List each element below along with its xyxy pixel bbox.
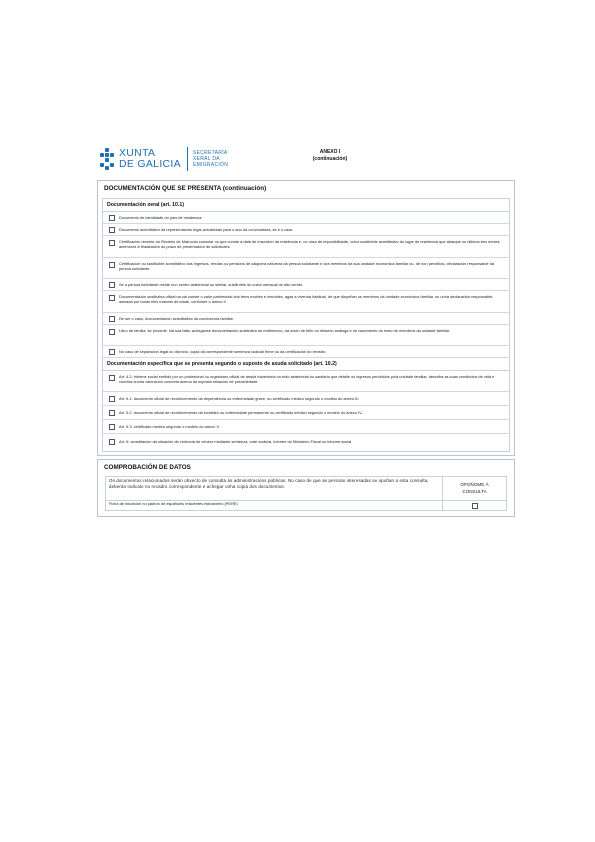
doc-row bbox=[103, 279, 509, 291]
doc-checkbox[interactable] bbox=[109, 349, 115, 355]
oppose-line-2: CONSULTA bbox=[462, 489, 487, 494]
department-name bbox=[193, 150, 228, 168]
data-verification-section bbox=[97, 459, 515, 517]
doc-row bbox=[103, 212, 509, 224]
doc-checkbox[interactable] bbox=[109, 227, 115, 233]
doc-row bbox=[103, 313, 509, 325]
xunta-logo bbox=[100, 147, 228, 171]
documentation-section bbox=[97, 180, 515, 456]
doc-label: Documento de identidade do país de residencia. bbox=[119, 215, 203, 220]
dept-line-2: XERAL DA bbox=[192, 156, 220, 162]
logo-line-2: DE GALICIA bbox=[119, 158, 181, 170]
doc-checkbox[interactable] bbox=[109, 316, 115, 322]
logo-name bbox=[119, 148, 181, 170]
logo-divider bbox=[187, 147, 188, 171]
logo-line-1: XUNTA bbox=[119, 147, 156, 159]
dept-line-1: SECRETARÍA bbox=[192, 150, 228, 156]
doc-label: Art. 5.2: documento oficial de recoñecemento da invalidez ou enfermidade permanente ou certificado médico segundo o modelo do anexo IV. bbox=[119, 410, 363, 415]
doc-row bbox=[103, 291, 509, 313]
doc-row bbox=[103, 346, 509, 358]
data-verification-title: COMPROBACIÓN DE DATOS bbox=[104, 464, 191, 471]
doc-label: Se a persoa solicitante reside nun centro asistencial ou similar, sustituíble do custo mensual do dito centro. bbox=[119, 282, 304, 287]
xunta-emblem-icon bbox=[100, 148, 115, 170]
dept-line-3: EMIGRACIÓN bbox=[192, 162, 229, 168]
doc-row bbox=[103, 392, 509, 406]
doc-row bbox=[103, 224, 509, 236]
specific-docs-heading: Documentación específica que se presenta segundo o suposto de axuda solicitado (art. 10.2) bbox=[107, 361, 337, 367]
oppose-checkbox-cell bbox=[442, 500, 507, 511]
doc-checkbox[interactable] bbox=[109, 240, 115, 246]
doc-row bbox=[103, 325, 509, 346]
doc-label: Art. 4.2: informe social emitido por un profesional ou organismo oficial de ampla traxectoria no eido asistencial ou sanitario que detalle os ingresos percibidos pola unidade familiar, describa as súas condicións de vida e conclúa cunha valoración concreta acerca da suposta situación de precariedade. bbox=[119, 374, 495, 385]
doc-checkbox[interactable] bbox=[109, 410, 115, 416]
doc-checkbox[interactable] bbox=[109, 295, 115, 301]
annex-title: ANEXO I bbox=[319, 149, 341, 155]
doc-label: Documento acreditativo da representación legal actualizado para o ano da convocatoria, se é o caso. bbox=[119, 227, 294, 232]
doc-checkbox[interactable] bbox=[109, 396, 115, 402]
doc-label: No caso de separación legal ou divorcio, copia da correspondente sentenza xudicial firme ou da certificación do rexistro. bbox=[119, 349, 327, 354]
doc-checkbox[interactable] bbox=[109, 439, 115, 445]
doc-row bbox=[103, 236, 509, 258]
doc-row bbox=[103, 371, 509, 392]
doc-checkbox[interactable] bbox=[109, 424, 115, 430]
oppose-header bbox=[443, 477, 506, 495]
documentation-title: DOCUMENTACIÓN QUE SE PRESENTA (continuación) bbox=[104, 185, 267, 192]
verification-table bbox=[105, 476, 507, 511]
doc-label: Art. 5.3: certificado médico segundo o modelo do anexo V. bbox=[119, 424, 220, 429]
doc-label: De ser o caso, documentación acreditativa da convivencia familiar. bbox=[119, 316, 234, 321]
doc-row bbox=[103, 258, 509, 279]
doc-checkbox[interactable] bbox=[109, 375, 115, 381]
doc-label: Documentación sustitutiva oficial na cal conste o valor patrimonial dos bens mobles e inmobles, agás a vivenda habitual, de que dispoñan os membros da unidade económica familiar, ou unha declaración responsable, asinada por todos eles maiores de idade, conforme o anexo II. bbox=[119, 294, 494, 305]
verification-description: Os documentos relacionados serán obxecto de consulta ás administracións públicas. No caso de que as persoas interesadas se opoñan a esta consulta, deberán indicalo no recadro correspondente e achegar unha copia dos documentos. bbox=[109, 478, 429, 489]
doc-row bbox=[103, 420, 509, 434]
verification-item-label: Ficha de inscrición no padrón de españoles residentes estranxeiro (PERE) bbox=[109, 501, 238, 506]
doc-label: Certificación recente do Rexistro de Matrícula consular no que conste a data de inscrición da residencia e, no caso de imposibilidade, outro sustituíble acreditativo do lugar de residencia que abarque os últimos tres meses anteriores á finalización do prazo de presentación de solicitudes. bbox=[119, 239, 500, 250]
doc-checkbox[interactable] bbox=[109, 282, 115, 288]
oppose-header-cell bbox=[442, 476, 507, 501]
oppose-line-1: OPOÑOME Á bbox=[460, 482, 489, 487]
doc-label: Art. 6: acreditación da situación de violencia de xénero mediante sentenza, orde xudicial, informe do Ministerio Fiscal ou informe social. bbox=[119, 439, 353, 444]
documentation-table bbox=[102, 198, 510, 452]
doc-checkbox[interactable] bbox=[109, 215, 115, 221]
annex-subtitle: (continuación) bbox=[312, 156, 348, 162]
doc-checkbox[interactable] bbox=[109, 262, 115, 268]
oppose-checkbox[interactable] bbox=[472, 503, 478, 509]
doc-label: Certificación ou sustituíble acreditativo dos ingresos, rendas ou pensións de calquera natureza da persoa solicitante e dos membros da súa unidade económica familiar ou, de non perciblos, declaración responsable da persoa solicitante. bbox=[119, 261, 495, 272]
doc-row bbox=[103, 406, 509, 420]
verification-description-cell bbox=[105, 476, 443, 501]
doc-checkbox[interactable] bbox=[109, 329, 115, 335]
doc-label: Art. 5.1: documento oficial de recoñecemento da dependencia ou enfermidade grave, ou certificado médico segundo o modelo do anexo III. bbox=[119, 396, 360, 401]
verification-item-cell bbox=[105, 500, 443, 511]
doc-row bbox=[103, 434, 509, 449]
general-docs-heading: Documentación xeral (art. 10.1) bbox=[107, 202, 184, 208]
doc-label: Libro de familia, se procede. Na súa falta, acheganse documentación sustitutiva do matrimonio, da unión de feito ou relación análoga e do nacemento do resto de membros da unidade familiar. bbox=[119, 328, 451, 333]
annex-heading bbox=[300, 149, 360, 163]
